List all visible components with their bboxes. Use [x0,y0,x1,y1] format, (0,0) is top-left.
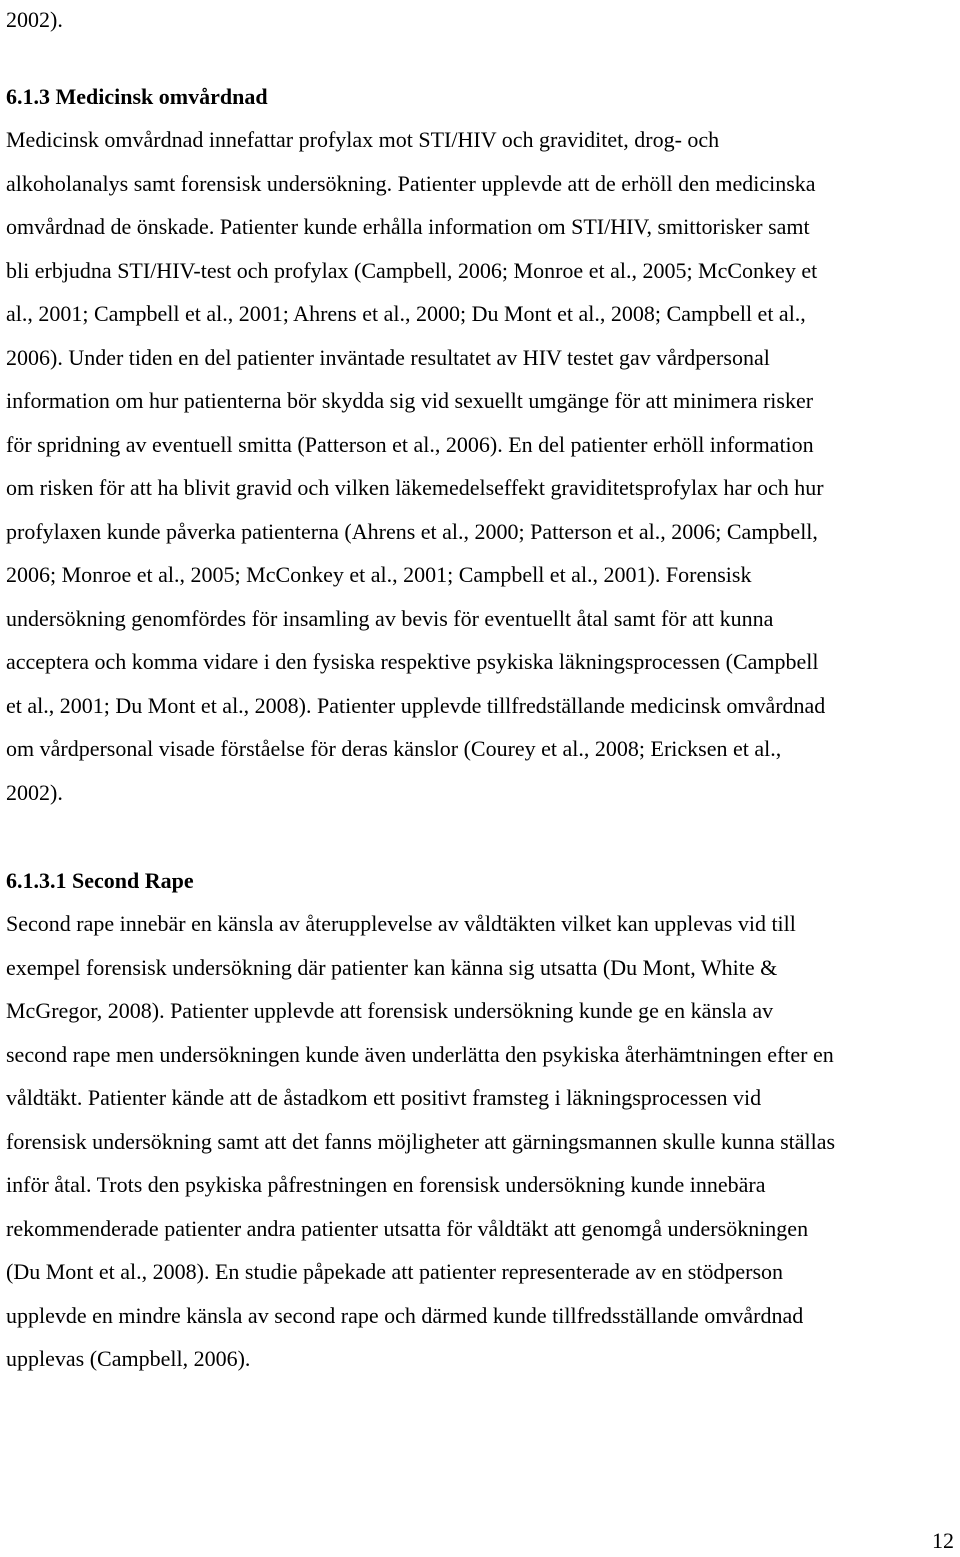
paragraph-line: våldtäkt. Patienter kände att de åstadkom ett positivt framsteg i läkningsprocessen vid [6,1085,762,1110]
paragraph-line: Second rape innebär en känsla av återupplevelse av våldtäkten vilket kan upplevas vid till [6,911,796,936]
paragraph-line: 2002). [6,779,63,805]
section-heading-medicinsk-omvardnad: 6.1.3 Medicinsk omvårdnad [6,84,268,109]
paragraph-line: omvårdnad de önskade. Patienter kunde erhålla information om STI/HIV, smittorisker samt [6,214,810,239]
paragraph-line: om vårdpersonal visade förståelse för deras känslor (Courey et al., 2008; Ericksen et al., [6,736,782,761]
paragraph-line: information om hur patienterna bör skydda sig vid sexuellt umgänge för att minimera risker [6,388,814,413]
section-heading-second-rape: 6.1.3.1 Second Rape [6,868,194,893]
paragraph-line: rekommenderade patienter andra patienter utsatta för våldtäkt att genomgå undersökningen [6,1215,809,1241]
paragraph-line: 2006). Under tiden en del patienter inväntade resultatet av HIV testet gav vårdpersonal [6,344,770,370]
paragraph-line: om risken för att ha blivit gravid och vilken läkemedelseffekt graviditetsprofylax har och hur [6,475,824,500]
paragraph-line: alkoholanalys samt forensisk undersökning. Patienter upplevde att de erhöll den medicinska [6,170,816,196]
paragraph-line: second rape men undersökningen kunde även underlätta den psykiska återhämtningen efter en [6,1041,834,1067]
paragraph-line: upplevde en mindre känsla av second rape och därmed kunde tillfredsställande omvårdnad [6,1302,804,1328]
page-number: 12 [932,1528,954,1553]
paragraph-line: acceptera och komma vidare i den fysiska respektive psykiska läkningsprocessen (Campbell [6,649,819,674]
paragraph-line: (Du Mont et al., 2008). En studie påpekade att patienter representerade av en stödperson [6,1259,784,1284]
paragraph-line: 2006; Monroe et al., 2005; McConkey et al., 2001; Campbell et al., 2001). Forensisk [6,562,752,587]
paragraph-line: forensisk undersökning samt att det fanns möjligheter att gärningsmannen skulle kunna ställas [6,1128,836,1154]
paragraph-line: et al., 2001; Du Mont et al., 2008). Patienter upplevde tillfredställande medicinsk omvårdnad [6,692,826,718]
top-fragment [6,0,956,42]
paragraph-line: al., 2001; Campbell et al., 2001; Ahrens et al., 2000; Du Mont et al., 2008; Campbell et al., [6,301,806,326]
paragraph-line: 2002). [6,7,63,32]
paragraph-line: bli erbjudna STI/HIV-test och profylax (Campbell, 2006; Monroe et al., 2005; McConkey et [6,257,818,283]
paragraph-line: Medicinsk omvårdnad innefattar profylax mot STI/HIV och graviditet, drog- och [6,127,720,152]
paragraph-line: profylaxen kunde påverka patienterna (Ahrens et al., 2000; Patterson et al., 2006; Campbell, [6,518,818,544]
paragraph-line: undersökning genomfördes för insamling av bevis för eventuellt åtal samt för att kunna [6,605,774,631]
paragraph-second-rape [6,902,956,1381]
paragraph-line: för spridning av eventuell smitta (Patterson et al., 2006). En del patienter erhöll information [6,431,814,457]
paragraph-line: McGregor, 2008). Patienter upplevde att forensisk undersökning kunde ge en känsla av [6,998,774,1023]
paragraph-line: upplevas (Campbell, 2006). [6,1346,251,1371]
paragraph-line: inför åtal. Trots den psykiska påfrestningen en forensisk undersökning kunde innebära [6,1172,766,1197]
paragraph-line: exempel forensisk undersökning där patienter kan känna sig utsatta (Du Mont, White & [6,954,778,980]
paragraph-medicinsk-omvardnad [6,118,956,814]
